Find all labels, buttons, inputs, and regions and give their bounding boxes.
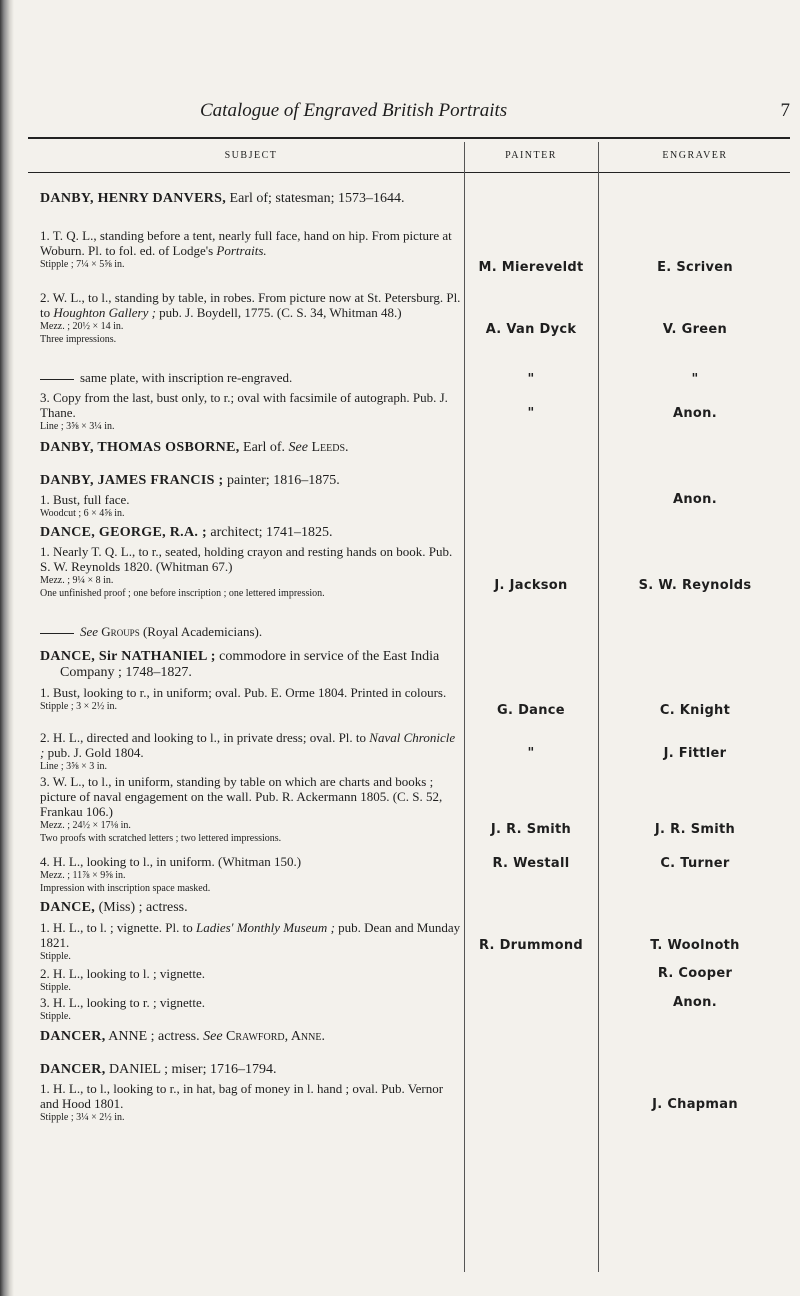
catalogue-item-danby-henry-2: 2. W. L., to l., standing by table, in robes. From picture now at St. Petersburg. Pl. to Houghton Gallery ; pub. J. Boydell, 1775. (C. S. 34, Whitman 48.) Mezz. ; 20½ × 14 in. Three impressions. xyxy=(40,290,461,345)
entry-heading-danby-thomas: DANBY, THOMAS OSBORNE, Earl of. See Leeds. xyxy=(40,440,349,455)
engraver-cell: " xyxy=(691,372,699,387)
entry-heading-dancer-anne: DANCER, ANNE ; actress. See Crawford, Anne. xyxy=(40,1029,325,1044)
ditto-dash xyxy=(40,633,74,634)
engraver-cell: R. Cooper xyxy=(657,966,733,981)
item-note: Stipple. xyxy=(40,982,71,993)
catalogue-item-danby-henry-3: 3. Copy from the last, bust only, to r.; oval with facsimile of autograph. Pub. J. Thane. Line ; 3⅝ × 3¼ in. xyxy=(40,390,462,433)
item-note: Three impressions. xyxy=(40,334,117,345)
ditto-dash xyxy=(40,379,74,380)
item-note: Mezz. ; 20½ × 14 in. xyxy=(40,321,124,332)
entry-name: DANCE, Sir NATHANIEL ; xyxy=(40,649,216,664)
header-rule xyxy=(28,137,790,139)
engraver-cell: Anon. xyxy=(673,492,717,507)
engraver-cell: C. Knight xyxy=(659,703,731,718)
entry-name: DANCER, xyxy=(40,1062,106,1077)
catalogue-item-danby-henry-same-plate: same plate, with inscription re-engraved. xyxy=(40,370,462,386)
item-note: Stipple. xyxy=(40,1011,71,1022)
catalogue-see-also-dance-george: See Groups (Royal Academicians). xyxy=(40,624,462,640)
painter-cell: J. Jackson xyxy=(494,578,568,593)
engraver-cell: Anon. xyxy=(673,995,717,1010)
column-header-rule xyxy=(28,172,790,173)
entry-heading-danby-henry xyxy=(40,191,482,207)
entry-heading-dancer-daniel: DANCER, DANIEL ; miser; 1716–1794. xyxy=(40,1062,277,1077)
cross-reference: Leeds. xyxy=(311,440,349,455)
painter-cell: R. Drummond xyxy=(478,938,584,953)
entry-heading-dance-nathaniel: DANCE, Sir NATHANIEL ; commodore in service of the East India Company ; 1748–1827. xyxy=(40,649,440,680)
painter-cell: " xyxy=(527,406,535,421)
page-number: 7 xyxy=(780,100,790,121)
catalogue-item-danby-james-1: 1. Bust, full face. Woodcut ; 6 × 4⅝ in. xyxy=(40,492,462,520)
painter-cell: R. Westall xyxy=(492,856,570,871)
catalogue-item-dance-george-1: 1. Nearly T. Q. L., to r., seated, holding crayon and resting hands on book. Pub. S. W. Reynolds 1820. (Whitman 67.) Mezz. ; 9¼ × 8 in. One unfinished proof ; one before inscription ; one lettered impression. xyxy=(40,544,462,600)
catalogue-item-dance-nathaniel-2: 2. H. L., directed and looking to l., in private dress; oval. Pl. to Naval Chronicle ; pub. J. Gold 1804. Line ; 3⅝ × 3 in. xyxy=(40,730,462,773)
catalogue-item-dance-nathaniel-1: 1. Bust, looking to r., in uniform; oval. Pub. E. Orme 1804. Printed in colours. Stipple ; 3 × 2½ in. xyxy=(40,685,462,713)
engraver-cell: V. Green xyxy=(662,322,728,337)
entry-heading-dance-miss: DANCE, (Miss) ; actress. xyxy=(40,900,188,915)
entry-name: DANBY, HENRY DANVERS, xyxy=(40,191,227,206)
engraver-cell: T. Woolnoth xyxy=(650,938,740,953)
item-note: Impression with inscription space masked. xyxy=(40,883,211,894)
catalogue-item-dance-miss-1: 1. H. L., to l. ; vignette. Pl. to Ladies' Monthly Museum ; pub. Dean and Munday 1821. Stipple. xyxy=(40,920,461,962)
catalogue-item-dancer-daniel-1: 1. H. L., to l., looking to r., in hat, bag of money in l. hand ; oval. Pub. Vernor and Hood 1801. Stipple ; 3¼ × 2½ in. xyxy=(40,1081,462,1124)
page-title: Catalogue of Engraved British Portraits xyxy=(200,100,508,121)
page-edge-shadow xyxy=(0,0,14,1296)
item-note: Line ; 3⅝ × 3¼ in. xyxy=(40,421,115,432)
column-header-painter: PAINTER xyxy=(505,150,557,161)
entry-name: DANCE, xyxy=(40,900,96,915)
entry-name: DANCER, xyxy=(40,1029,106,1044)
engraver-cell: J. Chapman xyxy=(652,1097,738,1112)
item-note: Stipple ; 3¼ × 2½ in. xyxy=(40,1112,125,1123)
catalogue-item-danby-henry-1: 1. T. Q. L., standing before a tent, nearly full face, hand on hip. From picture at Woburn. Pl. to fol. ed. of Lodge's Portraits. Stipple ; 7¼ × 5⅝ in. xyxy=(40,228,462,271)
painter-cell: " xyxy=(527,746,535,761)
engraver-cell: S. W. Reynolds xyxy=(638,578,752,593)
painter-cell: M. Miereveldt xyxy=(478,260,584,275)
column-header-engraver: ENGRAVER xyxy=(662,150,728,161)
column-divider-subject xyxy=(464,142,465,1272)
catalogue-item-dance-miss-2: 2. H. L., looking to l. ; vignette. Stipple. xyxy=(40,966,462,994)
catalogue-item-dance-nathaniel-4: 4. H. L., looking to l., in uniform. (Whitman 150.) Mezz. ; 11⅞ × 9⅝ in. Impression with inscription space masked. xyxy=(40,854,462,895)
column-header-subject: SUBJECT xyxy=(224,150,278,161)
catalogue-item-dance-miss-3: 3. H. L., looking to r. ; vignette. Stipple. xyxy=(40,995,462,1023)
engraver-cell: Anon. xyxy=(673,406,717,421)
item-note: Two proofs with scratched letters ; two lettered impressions. xyxy=(40,833,282,844)
engraver-cell: C. Turner xyxy=(660,856,730,871)
column-divider-painter xyxy=(598,142,599,1272)
painter-cell: " xyxy=(527,372,535,387)
item-note: Stipple ; 7¼ × 5⅝ in. xyxy=(40,259,125,270)
painter-cell: J. R. Smith xyxy=(490,822,572,837)
entry-heading-danby-james: DANBY, JAMES FRANCIS ; painter; 1816–1875. xyxy=(40,473,340,488)
item-note: Stipple. xyxy=(40,951,71,962)
engraver-cell: E. Scriven xyxy=(657,260,733,275)
entry-name: DANCE, GEORGE, R.A. ; xyxy=(40,525,207,540)
entry-name: DANBY, JAMES FRANCIS ; xyxy=(40,473,224,488)
cross-reference: Groups xyxy=(101,624,140,639)
entry-description: Earl of; statesman; 1573–1644. xyxy=(229,191,405,206)
cross-reference: Crawford, Anne. xyxy=(226,1029,325,1044)
item-note: Stipple ; 3 × 2½ in. xyxy=(40,701,118,712)
engraver-cell: J. Fittler xyxy=(663,746,727,761)
item-note: Mezz. ; 9¼ × 8 in. xyxy=(40,575,114,586)
item-note: Woodcut ; 6 × 4⅝ in. xyxy=(40,508,125,519)
entry-name: DANBY, THOMAS OSBORNE, xyxy=(40,440,240,455)
catalogue-item-dance-nathaniel-3: 3. W. L., to l., in uniform, standing by table on which are charts and books ; picture of naval engagement on the wall. Pub. R. Ackermann 1805. (C. S. 52, Frankau 106.) Mezz. ; 24½ × 17⅛ in. Two proofs with scratched letters ; two lettered impressions. xyxy=(40,774,462,845)
item-note: Line ; 3⅝ × 3 in. xyxy=(40,761,108,772)
item-note: Mezz. ; 24½ × 17⅛ in. xyxy=(40,820,131,831)
entry-heading-dance-george: DANCE, GEORGE, R.A. ; architect; 1741–1825. xyxy=(40,525,333,540)
painter-cell: A. Van Dyck xyxy=(485,322,577,337)
item-note: One unfinished proof ; one before inscription ; one lettered impression. xyxy=(40,588,325,599)
item-note: Mezz. ; 11⅞ × 9⅝ in. xyxy=(40,870,126,881)
painter-cell: G. Dance xyxy=(497,703,565,718)
page-header xyxy=(40,100,790,130)
engraver-cell: J. R. Smith xyxy=(654,822,736,837)
